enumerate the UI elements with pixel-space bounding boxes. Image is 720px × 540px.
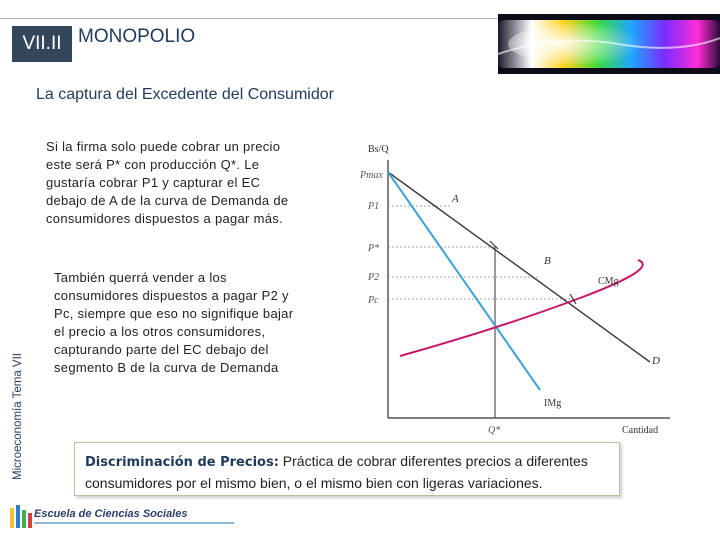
- definition-body: Práctica de cobrar diferentes precios a diferentes consumidores por el mismo bien, o el mismo bien con ligeras variaciones.: [85, 453, 588, 491]
- price-label-p1: P1: [368, 201, 380, 212]
- definition-term: Discriminación de Precios:: [85, 455, 279, 470]
- marginal-revenue-curve: [388, 172, 540, 390]
- slide-title: MONOPOLIO: [78, 26, 196, 47]
- paragraph-single-price: Si la firma solo puede cobrar un precio este será P* con producción Q*. Le gustaría cobrar P1 y capturar el EC debajo de A de la curva de Demanda de consumidores dispuestos a pagar más.: [46, 139, 289, 226]
- quantity-label-qstar: Q*: [488, 425, 501, 436]
- price-label-pstar: P*: [368, 243, 380, 254]
- monopoly-diagram: [340, 130, 680, 440]
- school-name: Escuela de Ciencias Sociales: [34, 508, 188, 520]
- segment-a-tick: [490, 241, 498, 249]
- segment-b-label: B: [544, 255, 551, 267]
- spectrum-art-image: [498, 14, 720, 74]
- price-label-pc: Pc: [368, 295, 379, 306]
- y-axis-label: Bs/Q: [368, 144, 389, 155]
- marginal-revenue-label: IMg: [544, 398, 562, 409]
- price-label-pmax: Pmax: [360, 170, 383, 181]
- price-label-p2: P2: [368, 272, 380, 283]
- demand-curve: [388, 172, 650, 362]
- footer-rule: [34, 522, 234, 524]
- paragraph-other-consumers: También querrá vender a los consumidores dispuestos a pagar P2 y Pc, siempre que eso no signifique bajar el precio a los otros consumidores, capturando parte del EC debajo del segmento B de la curva de Demanda: [54, 270, 294, 375]
- definition-text: [85, 451, 615, 493]
- side-label: Microeconomía Tema VII: [12, 353, 24, 480]
- x-axis-label: Cantidad: [622, 425, 659, 436]
- slide-subtitle: La captura del Excedente del Consumidor: [36, 86, 334, 103]
- demand-label: D: [652, 355, 660, 367]
- definition-box: [74, 442, 620, 496]
- marginal-cost-curve: [400, 260, 643, 356]
- marginal-cost-label: CMg: [598, 276, 619, 287]
- header-rule: [0, 18, 500, 19]
- section-badge: VII.II: [12, 26, 72, 62]
- segment-a-label: A: [452, 193, 459, 205]
